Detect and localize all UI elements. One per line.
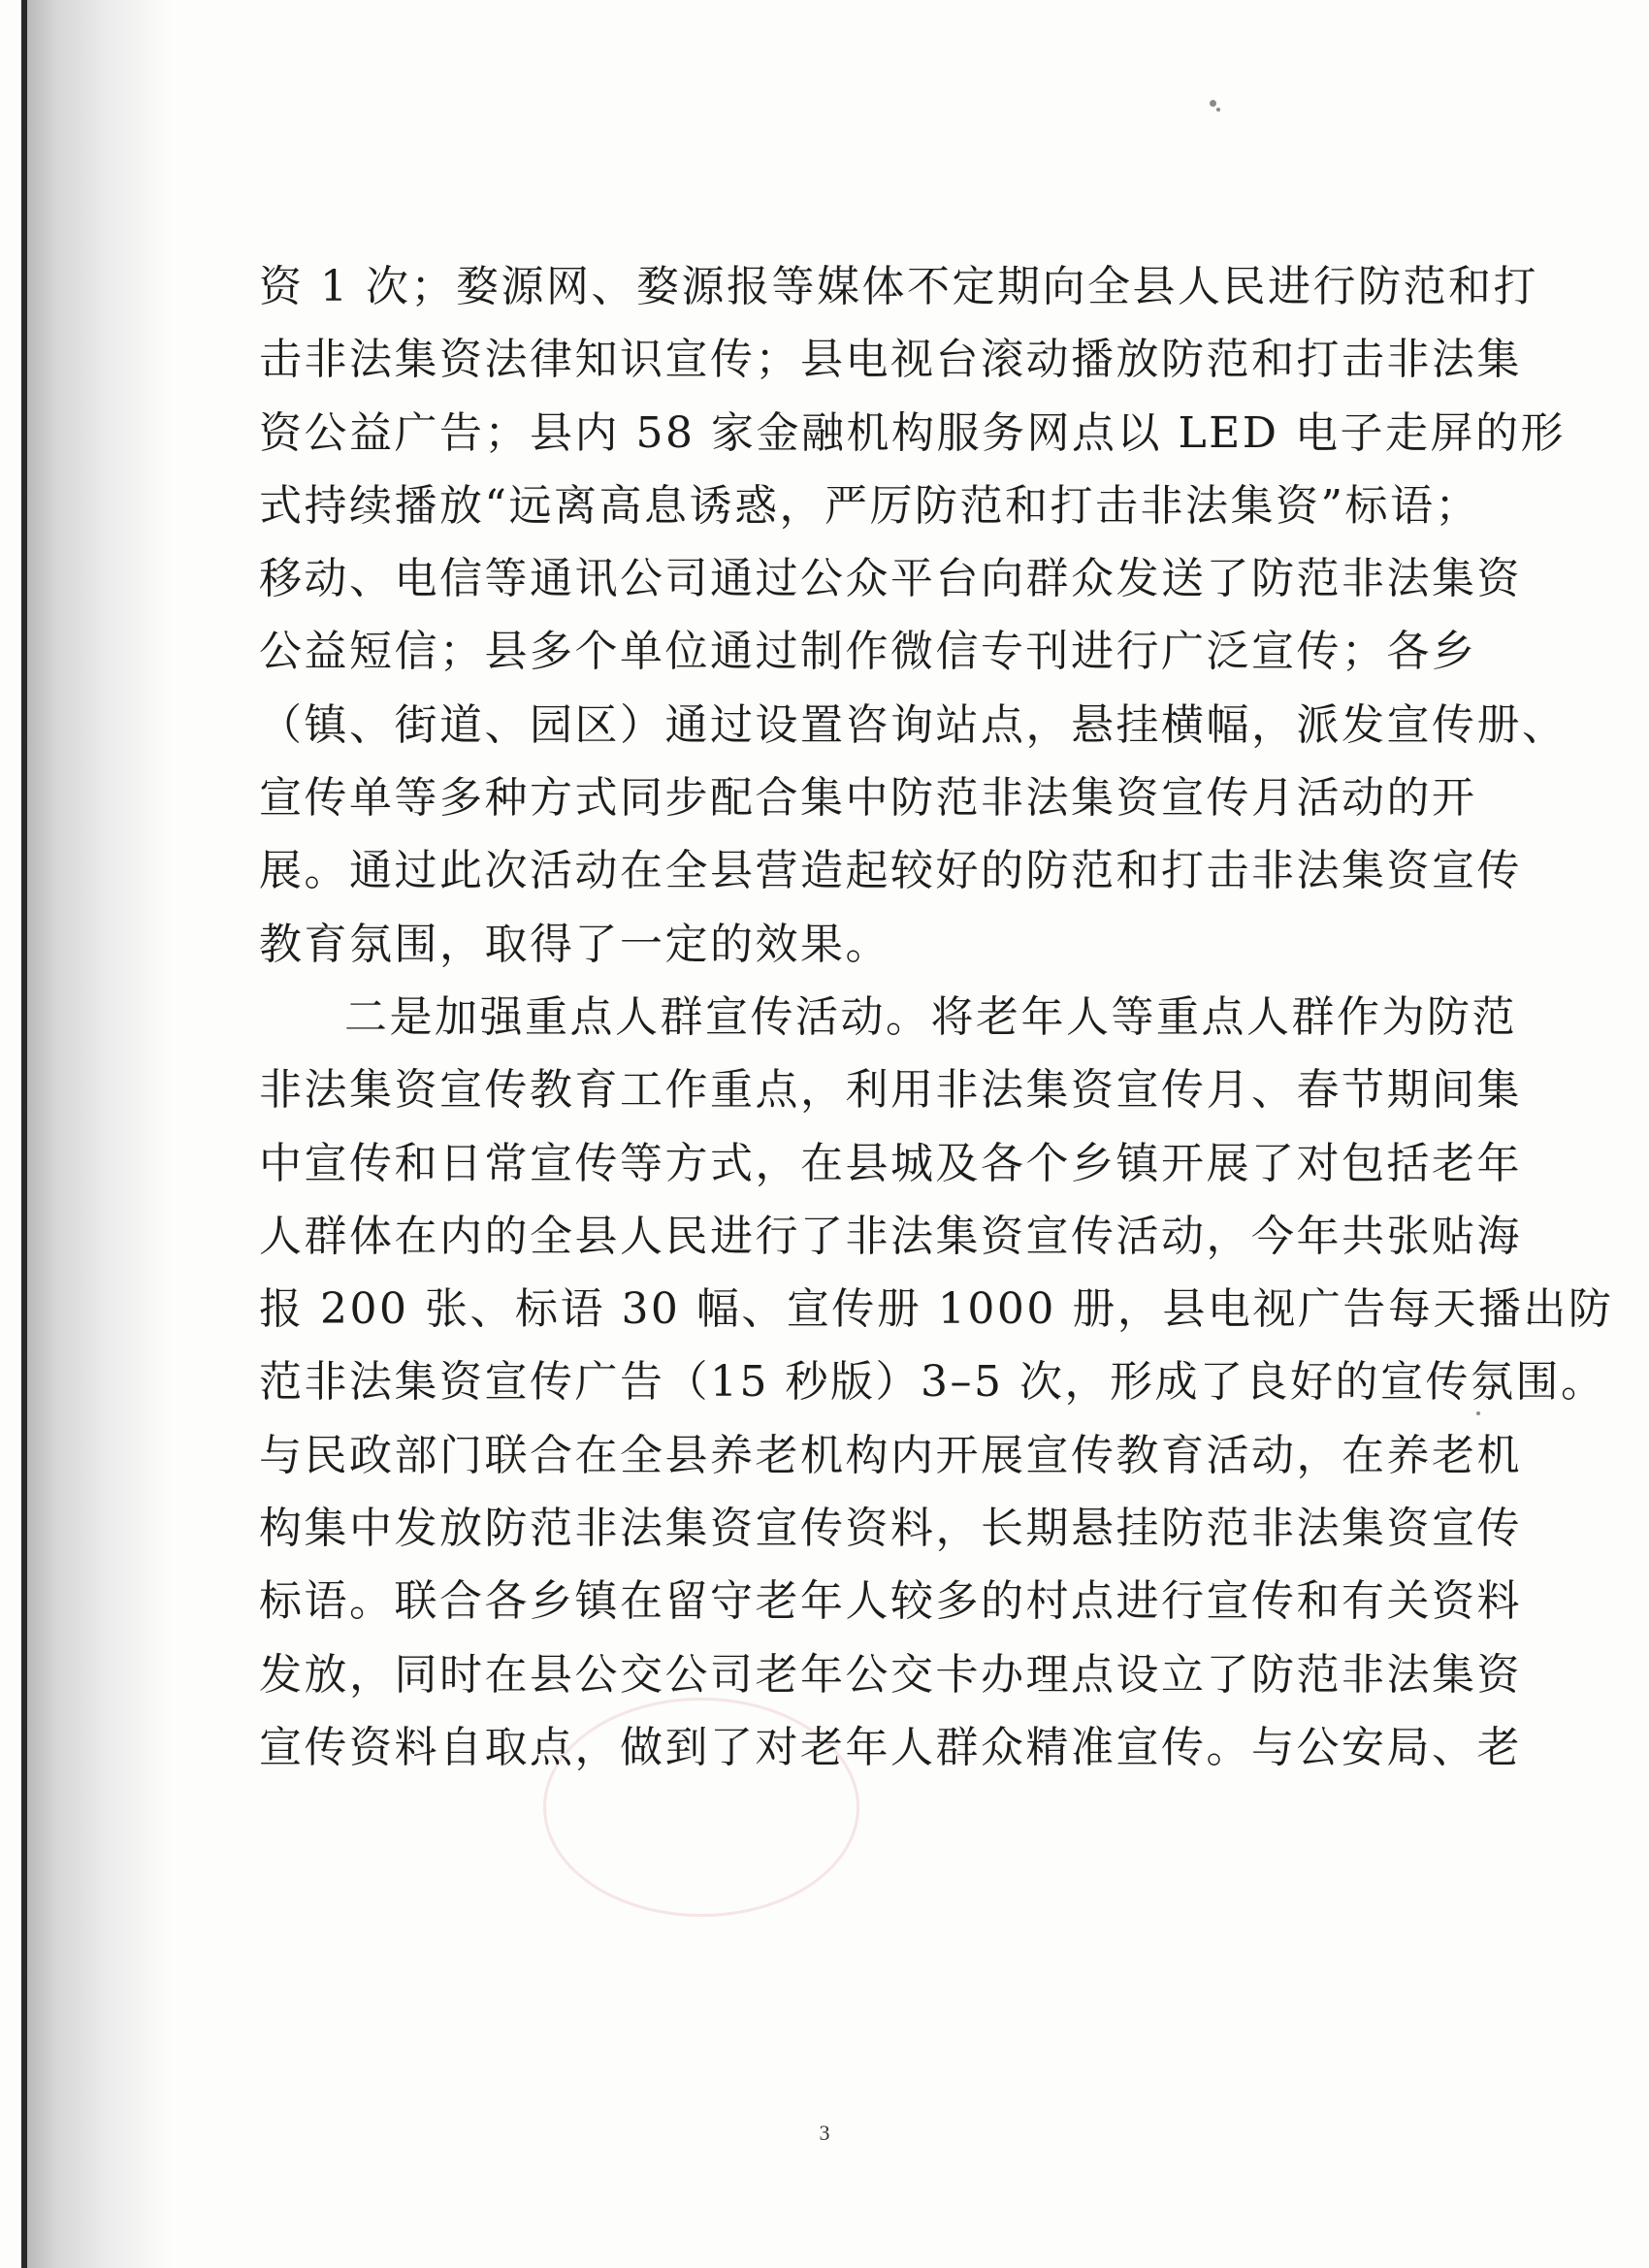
text-line: 资 1 次；婺源网、婺源报等媒体不定期向全县人民进行防范和打	[259, 262, 1538, 311]
text-line: 展。通过此次活动在全县营造起较好的防范和打击非法集资宣传	[259, 846, 1522, 896]
text-line: （镇、街道、园区）通过设置咨询站点，悬挂横幅，派发宣传册、	[259, 699, 1568, 750]
text-line: 教育氛围，取得了一定的效果。	[259, 919, 890, 969]
text-line: 人群体在内的全县人民进行了非法集资宣传活动，今年共张贴海	[259, 1211, 1522, 1261]
text-line: 击非法集资法律知识宣传；县电视台滚动播放防范和打击非法集	[259, 335, 1522, 385]
text-line: 非法集资宣传教育工作重点，利用非法集资宣传月、春节期间集	[259, 1065, 1522, 1116]
text-line: 构集中发放防范非法集资宣传资料，长期悬挂防范非法集资宣传	[259, 1504, 1522, 1554]
binding-shadow	[27, 0, 173, 2268]
text-line: 移动、电信等通讯公司通过公众平台向群众发送了防范非法集资	[259, 554, 1522, 604]
text-line: 宣传单等多种方式同步配合集中防范非法集资宣传月活动的开	[259, 773, 1477, 824]
text-line: 式持续播放“远离高息诱惑，严厉防范和打击非法集资”标语；	[259, 480, 1480, 531]
text-line: 与民政部门联合在全县养老机构内开展宣传教育活动，在养老机	[259, 1430, 1522, 1480]
page-number: 3	[819, 2121, 830, 2145]
text-line: 资公益广告；县内 58 家金融机构服务网点以 LED 电子走屏的形	[259, 407, 1567, 458]
text-line: 报 200 张、标语 30 幅、宣传册 1000 册，县电视广告每天播出防	[259, 1284, 1614, 1335]
text-line: 中宣传和日常宣传等方式，在县城及各个乡镇开展了对包括老年	[259, 1138, 1522, 1188]
paragraph-start-line: 二是加强重点人群宣传活动。将老年人等重点人群作为防范	[344, 991, 1517, 1042]
text-line: 标语。联合各乡镇在留守老年人较多的村点进行宣传和有关资料	[259, 1576, 1522, 1627]
text-line: 宣传资料自取点，做到了对老年人群众精准宣传。与公安局、老	[259, 1722, 1522, 1772]
scan-speck	[1210, 100, 1216, 107]
scan-speck	[1216, 108, 1220, 112]
text-line: 发放，同时在县公交公司老年公交卡办理点设立了防范非法集资	[259, 1649, 1522, 1700]
scan-edge	[21, 0, 27, 2268]
body-text	[259, 250, 1614, 1784]
text-line: 公益短信；县多个单位通过制作微信专刊进行广泛宣传；各乡	[259, 627, 1477, 677]
scan-speck	[1476, 1411, 1480, 1415]
text-line: 范非法集资宣传广告（15 秒版）3–5 次，形成了良好的宣传氛围。	[259, 1357, 1606, 1408]
